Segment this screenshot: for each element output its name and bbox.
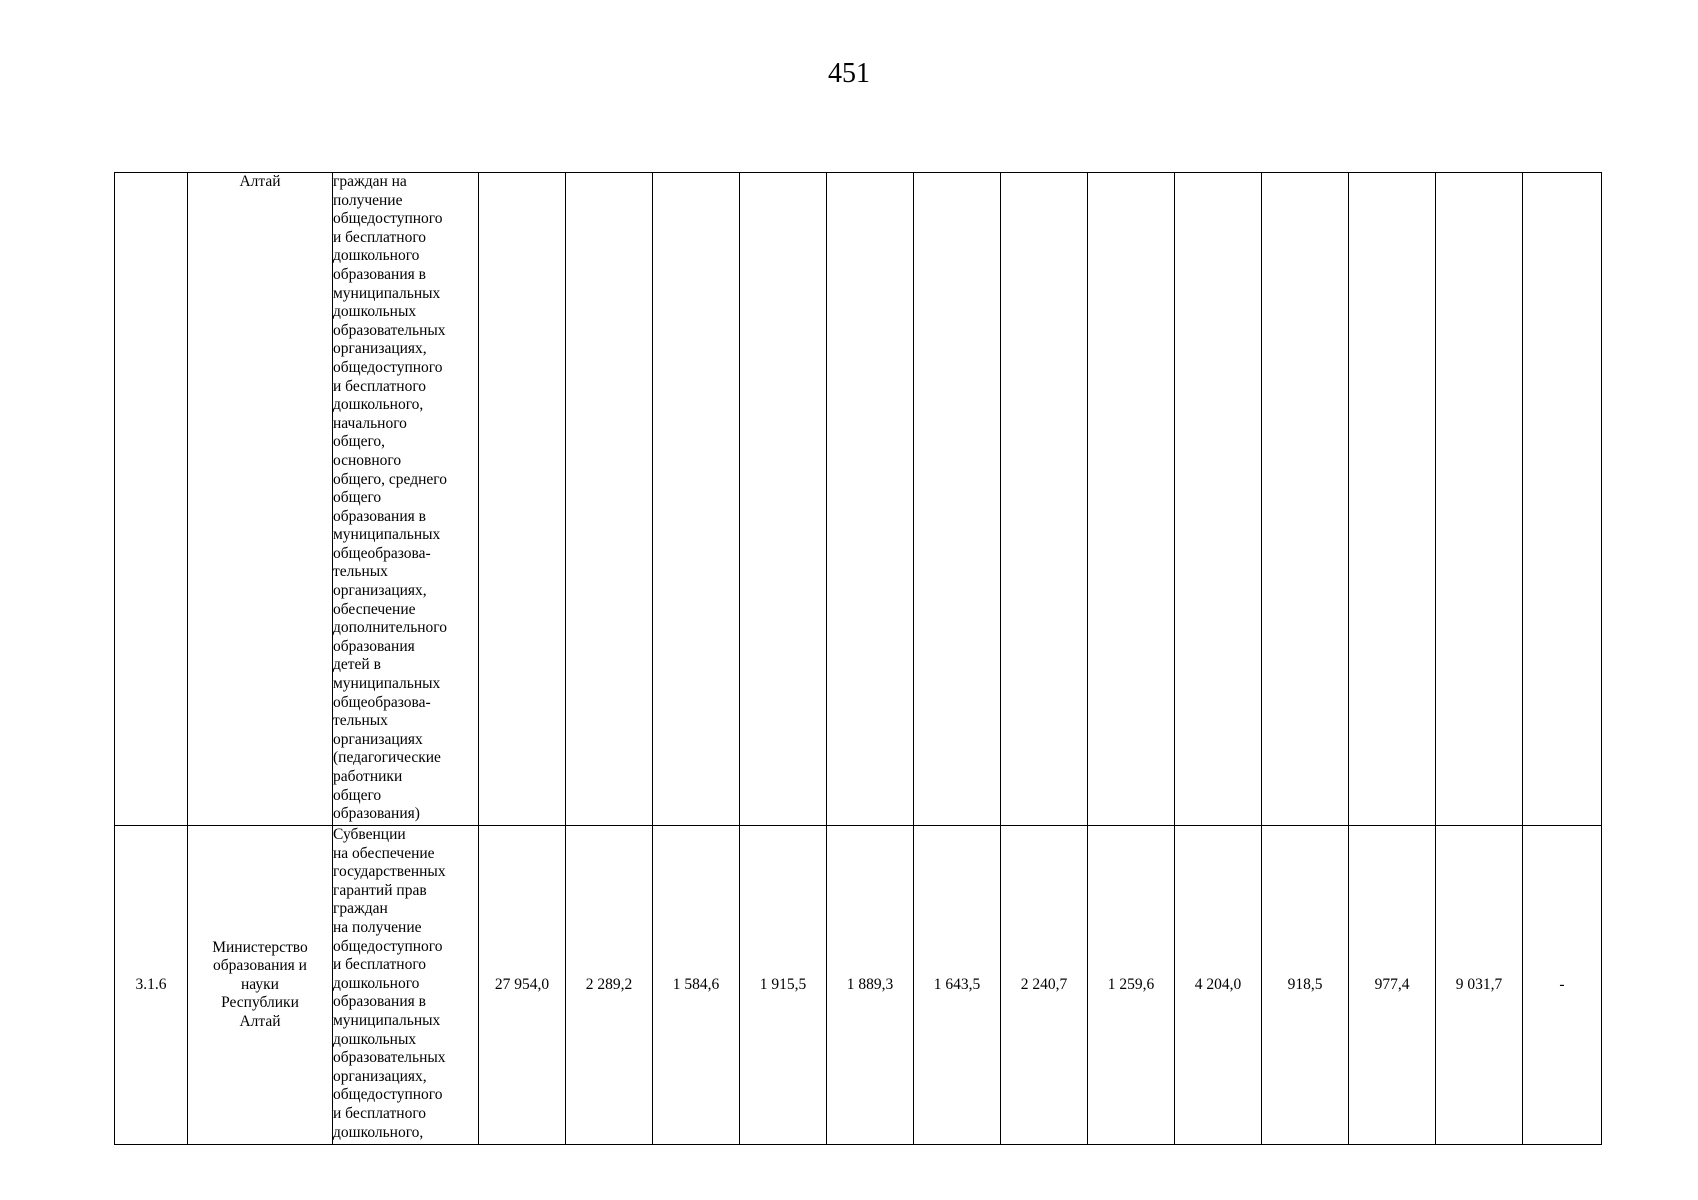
- page-number: 451: [828, 58, 870, 89]
- description-line: дополнительного: [333, 619, 448, 637]
- description-line: дошкольного,: [333, 1123, 424, 1141]
- value-cell: [1001, 173, 1088, 826]
- description-line: дошкольного: [333, 974, 420, 992]
- description-line: общего: [333, 489, 382, 507]
- description-line: на получение: [333, 918, 422, 936]
- organization-line: образования и: [213, 957, 307, 975]
- description-cell: [333, 826, 479, 1145]
- description-line: общедоступного: [333, 210, 443, 228]
- value-cell: 27 954,0: [479, 826, 566, 1145]
- description-line: тельных: [333, 563, 388, 581]
- description-line: дошкольного: [333, 247, 420, 265]
- description-line: и бесплатного: [333, 377, 427, 395]
- description-line: организациях,: [333, 340, 427, 358]
- description-line: получение: [333, 191, 403, 209]
- description-line: общего,: [333, 433, 386, 451]
- organization-line: Алтай: [239, 1012, 281, 1030]
- value-cell: [479, 173, 566, 826]
- description-line: образовательных: [333, 321, 446, 339]
- description-line: образовательных: [333, 1049, 446, 1067]
- value-cell: [1436, 173, 1523, 826]
- value-cell: 2 240,7: [1001, 826, 1088, 1145]
- description-line: образования в: [333, 993, 426, 1011]
- description-line: общедоступного: [333, 358, 443, 376]
- description-line: на обеспечение: [333, 844, 435, 862]
- organization-cell: [188, 826, 333, 1145]
- description-line: дошкольных: [333, 1030, 417, 1048]
- description-line: организациях: [333, 730, 423, 748]
- description-line: Субвенции: [333, 826, 406, 843]
- description-line: дошкольных: [333, 303, 417, 321]
- description-line: общедоступного: [333, 937, 443, 955]
- value-cell: [740, 173, 827, 826]
- description-line: граждан на: [333, 173, 407, 190]
- description-line: тельных: [333, 712, 388, 730]
- table-row: [115, 826, 1602, 1145]
- description-line: образования в: [333, 507, 426, 525]
- description-line: образования в: [333, 265, 426, 283]
- description-line: начального: [333, 414, 407, 432]
- value-cell: 977,4: [1349, 826, 1436, 1145]
- description-line: муниципальных: [333, 526, 441, 544]
- value-cell: 4 204,0: [1175, 826, 1262, 1145]
- description-line: муниципальных: [333, 1011, 441, 1029]
- value-cell: [1088, 173, 1175, 826]
- value-cell: [914, 173, 1001, 826]
- description-line: организациях,: [333, 1067, 427, 1085]
- description-line: (педагогические: [333, 749, 441, 767]
- organization-line: Республики: [221, 994, 299, 1012]
- description-line: граждан: [333, 900, 388, 918]
- value-cell: [1349, 173, 1436, 826]
- description-line: обеспечение: [333, 600, 416, 618]
- description-line: основного: [333, 451, 402, 469]
- description-line: и бесплатного: [333, 956, 427, 974]
- description-line: гарантий прав: [333, 881, 427, 899]
- organization-line: Алтай: [239, 173, 281, 190]
- description-line: общего, среднего: [333, 470, 448, 488]
- row-number-cell: 3.1.6: [115, 826, 188, 1145]
- value-cell: [653, 173, 740, 826]
- organization-line: науки: [241, 975, 279, 993]
- value-cell: 1 915,5: [740, 826, 827, 1145]
- description-line: организациях,: [333, 582, 427, 600]
- description-line: образования): [333, 805, 420, 823]
- value-cell: [1175, 173, 1262, 826]
- value-cell: 918,5: [1262, 826, 1349, 1145]
- value-cell: [566, 173, 653, 826]
- data-table: [114, 172, 1602, 1145]
- description-cell: [333, 173, 479, 826]
- description-line: муниципальных: [333, 675, 441, 693]
- description-line: общеобразова-: [333, 693, 431, 711]
- description-line: государственных: [333, 863, 446, 881]
- value-cell: 1 259,6: [1088, 826, 1175, 1145]
- value-cell: [827, 173, 914, 826]
- value-cell: 9 031,7: [1436, 826, 1523, 1145]
- description-line: детей в: [333, 656, 381, 674]
- description-line: муниципальных: [333, 284, 441, 302]
- value-cell: 2 289,2: [566, 826, 653, 1145]
- value-cell: [1262, 173, 1349, 826]
- organization-line: Министерство: [212, 938, 308, 956]
- description-line: общедоступного: [333, 1086, 443, 1104]
- description-line: и бесплатного: [333, 1104, 427, 1122]
- description-line: образования: [333, 637, 415, 655]
- value-cell: 1 584,6: [653, 826, 740, 1145]
- value-cell: 1 643,5: [914, 826, 1001, 1145]
- description-line: работники: [333, 768, 403, 785]
- value-cell: 1 889,3: [827, 826, 914, 1145]
- value-cell: [1523, 173, 1602, 826]
- value-cell: -: [1523, 826, 1602, 1145]
- description-line: дошкольного,: [333, 396, 424, 414]
- description-line: общеобразова-: [333, 544, 431, 562]
- organization-cell: [188, 173, 333, 826]
- description-line: и бесплатного: [333, 228, 427, 246]
- row-number-cell: [115, 173, 188, 826]
- table-row: [115, 173, 1602, 826]
- description-line: общего: [333, 786, 382, 804]
